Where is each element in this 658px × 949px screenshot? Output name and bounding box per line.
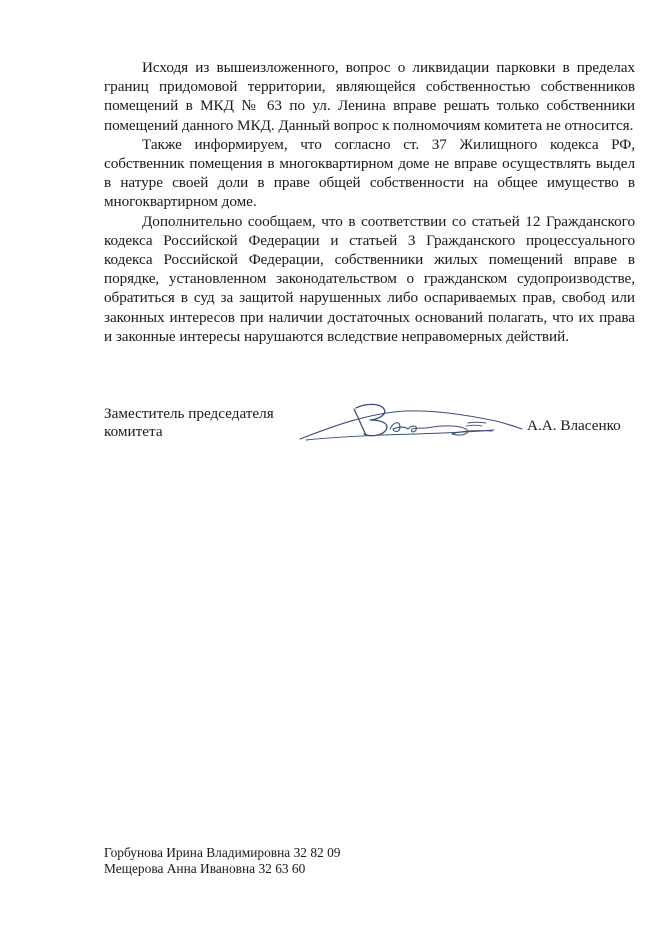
signature-block bbox=[104, 405, 644, 455]
contact-line: Горбунова Ирина Владимировна 32 82 09 bbox=[104, 845, 341, 860]
paragraph-civil-code: Дополнительно сообщаем, что в соответствии со статьей 12 Гражданского кодекса Российской Федерации и статьей 3 Гражданского процессуального кодекса Российской Федерации, собственники жилых помещений вправе в порядке, установленном законодательством о гражданском судопроизводстве, обратиться в суд за защитой нарушенных либо оспариваемых прав, свобод или законных интересов при наличии достаточных оснований полагать, что их права и законные интересы нарушаются вследствие неправомерных действий. bbox=[104, 212, 635, 345]
contact-line: Мещерова Анна Ивановна 32 63 60 bbox=[104, 861, 306, 877]
handwritten-signature bbox=[296, 399, 526, 447]
paragraph-parking: Исходя из вышеизложенного, вопрос о ликвидации парковки в пределах границ придомовой территории, являющейся собственностью собственников помещений в МКД № 63 по ул. Ленина вправе решать только собственники помещений данного МКД. Данный вопрос к полномочиям комитета не относится. bbox=[104, 59, 635, 134]
signer-title bbox=[104, 405, 304, 441]
executor-contacts bbox=[104, 845, 340, 878]
signer-name: А.А. Власенко bbox=[527, 417, 621, 434]
letter-body bbox=[104, 58, 635, 346]
signer-title-line2: комитета bbox=[104, 423, 163, 440]
paragraph-housing-code: Также информируем, что согласно ст. 37 Жилищного кодекса РФ, собственник помещения в многоквартирном доме не вправе осуществлять выдел в натуре своей доли в праве общей собственности на общее имущество в многоквартирном доме. bbox=[104, 135, 635, 211]
signer-title-line1: Заместитель председателя bbox=[104, 405, 274, 422]
